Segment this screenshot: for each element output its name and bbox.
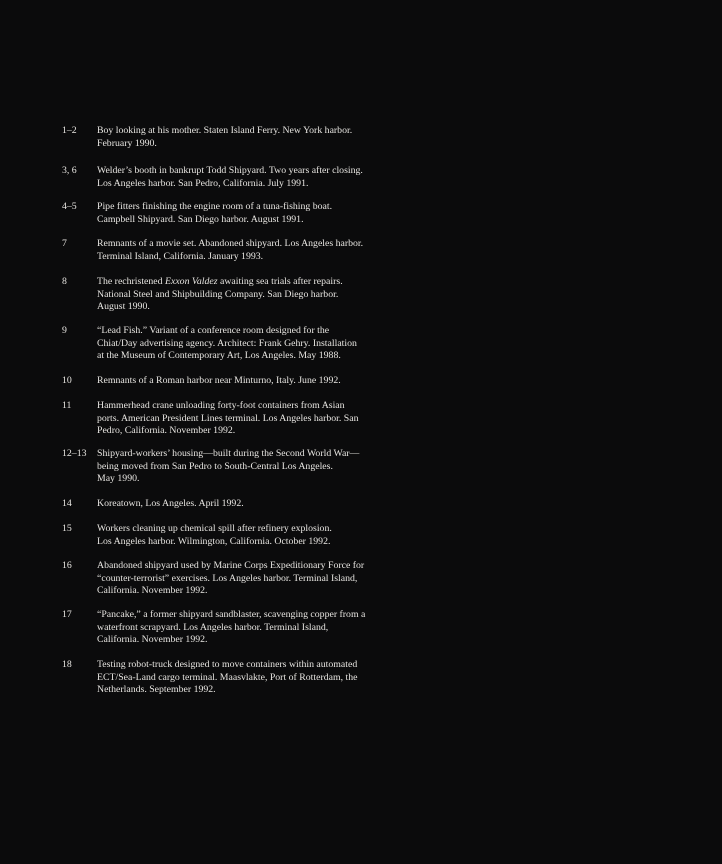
caption-line: Boy looking at his mother. Staten Island Ferry. New York harbor. (97, 125, 353, 136)
caption-text (97, 498, 402, 511)
caption-line: ports. American President Lines terminal. Los Angeles harbor. San (97, 412, 359, 424)
caption-text (97, 448, 402, 486)
caption-line: Los Angeles harbor. San Pedro, California. July 1991. (97, 177, 309, 189)
caption-text (97, 238, 402, 263)
plate-number: 4–5 (62, 201, 77, 212)
caption-entry (62, 375, 402, 388)
caption-entry (62, 201, 402, 226)
italic-title: Exxon Valdez (165, 276, 218, 287)
caption-text (97, 609, 402, 647)
plate-number: 3, 6 (62, 165, 77, 176)
caption-text (97, 325, 402, 363)
plate-number: 16 (62, 560, 72, 571)
caption-line: The rechristened Exxon Valdez awaiting sea trials after repairs. (97, 276, 343, 287)
caption-line: Los Angeles harbor. Wilmington, California. October 1992. (97, 535, 331, 547)
plate-number: 10 (62, 375, 72, 386)
plate-number: 11 (62, 400, 72, 411)
caption-text (97, 165, 402, 190)
caption-line: May 1990. (97, 473, 140, 485)
caption-text (97, 560, 402, 598)
caption-line: “counter-terrorist” exercises. Los Angeles harbor. Terminal Island, (97, 572, 358, 584)
caption-entry (62, 400, 402, 438)
caption-line: Testing robot-truck designed to move containers within automated (97, 659, 358, 670)
caption-line: Abandoned shipyard used by Marine Corps Expeditionary Force for (97, 560, 365, 571)
plate-number: 17 (62, 609, 72, 620)
plate-number: 15 (62, 523, 72, 534)
caption-line: waterfront scrapyard. Los Angeles harbor. Terminal Island, (97, 621, 329, 633)
caption-line: Pedro, California. November 1992. (97, 425, 236, 437)
caption-line: Hammerhead crane unloading forty-foot containers from Asian (97, 400, 345, 411)
caption-entry (62, 165, 402, 190)
plate-number: 12–13 (62, 448, 87, 459)
caption-entry (62, 238, 402, 263)
caption-text (97, 523, 402, 548)
caption-text (97, 201, 402, 226)
caption-line: National Steel and Shipbuilding Company. San Diego harbor. (97, 288, 339, 300)
caption-line: Remnants of a movie set. Abandoned shipyard. Los Angeles harbor. (97, 238, 364, 249)
caption-line: California. November 1992. (97, 585, 208, 597)
caption-line: California. November 1992. (97, 634, 208, 646)
caption-text (97, 125, 402, 150)
caption-line: Terminal Island, California. January 1993. (97, 250, 264, 262)
caption-entry (62, 523, 402, 548)
caption-line: Koreatown, Los Angeles. April 1992. (97, 498, 244, 509)
caption-entry (62, 498, 402, 511)
caption-entry (62, 560, 402, 598)
plate-number: 18 (62, 659, 72, 670)
caption-entry (62, 609, 402, 647)
caption-entry (62, 448, 402, 486)
caption-line: “Lead Fish.” Variant of a conference room designed for the (97, 325, 330, 336)
plate-number: 8 (62, 276, 67, 287)
caption-line: Chiat/Day advertising agency. Architect: Frank Gehry. Installation (97, 337, 357, 349)
caption-line: “Pancake,” a former shipyard sandblaster, scavenging copper from a (97, 609, 366, 620)
caption-text (97, 375, 402, 388)
caption-line: at the Museum of Contemporary Art, Los Angeles. May 1988. (97, 350, 341, 362)
plate-number: 7 (62, 238, 67, 249)
caption-line: Welder’s booth in bankrupt Todd Shipyard. Two years after closing. (97, 165, 363, 176)
caption-entry (62, 659, 402, 697)
caption-line: Remnants of a Roman harbor near Minturno, Italy. June 1992. (97, 375, 341, 386)
plate-number: 9 (62, 325, 67, 336)
caption-line: ECT/Sea-Land cargo terminal. Maasvlakte, Port of Rotterdam, the (97, 671, 358, 683)
plate-number: 14 (62, 498, 72, 509)
caption-line: February 1990. (97, 137, 157, 149)
plate-number: 1–2 (62, 125, 77, 136)
caption-line: Shipyard-workers’ housing—built during the Second World War— (97, 448, 360, 459)
caption-line: Workers cleaning up chemical spill after refinery explosion. (97, 523, 332, 534)
caption-line: being moved from San Pedro to South-Central Los Angeles. (97, 460, 333, 472)
caption-entry (62, 325, 402, 363)
caption-entry (62, 125, 402, 150)
caption-line: Pipe fitters finishing the engine room of a tuna-fishing boat. (97, 201, 333, 212)
caption-text (97, 659, 402, 697)
caption-line: Campbell Shipyard. San Diego harbor. August 1991. (97, 213, 304, 225)
caption-line: Netherlands. September 1992. (97, 684, 216, 696)
caption-text (97, 400, 402, 438)
caption-text (97, 276, 402, 314)
caption-entry (62, 276, 402, 314)
caption-line: August 1990. (97, 301, 150, 313)
